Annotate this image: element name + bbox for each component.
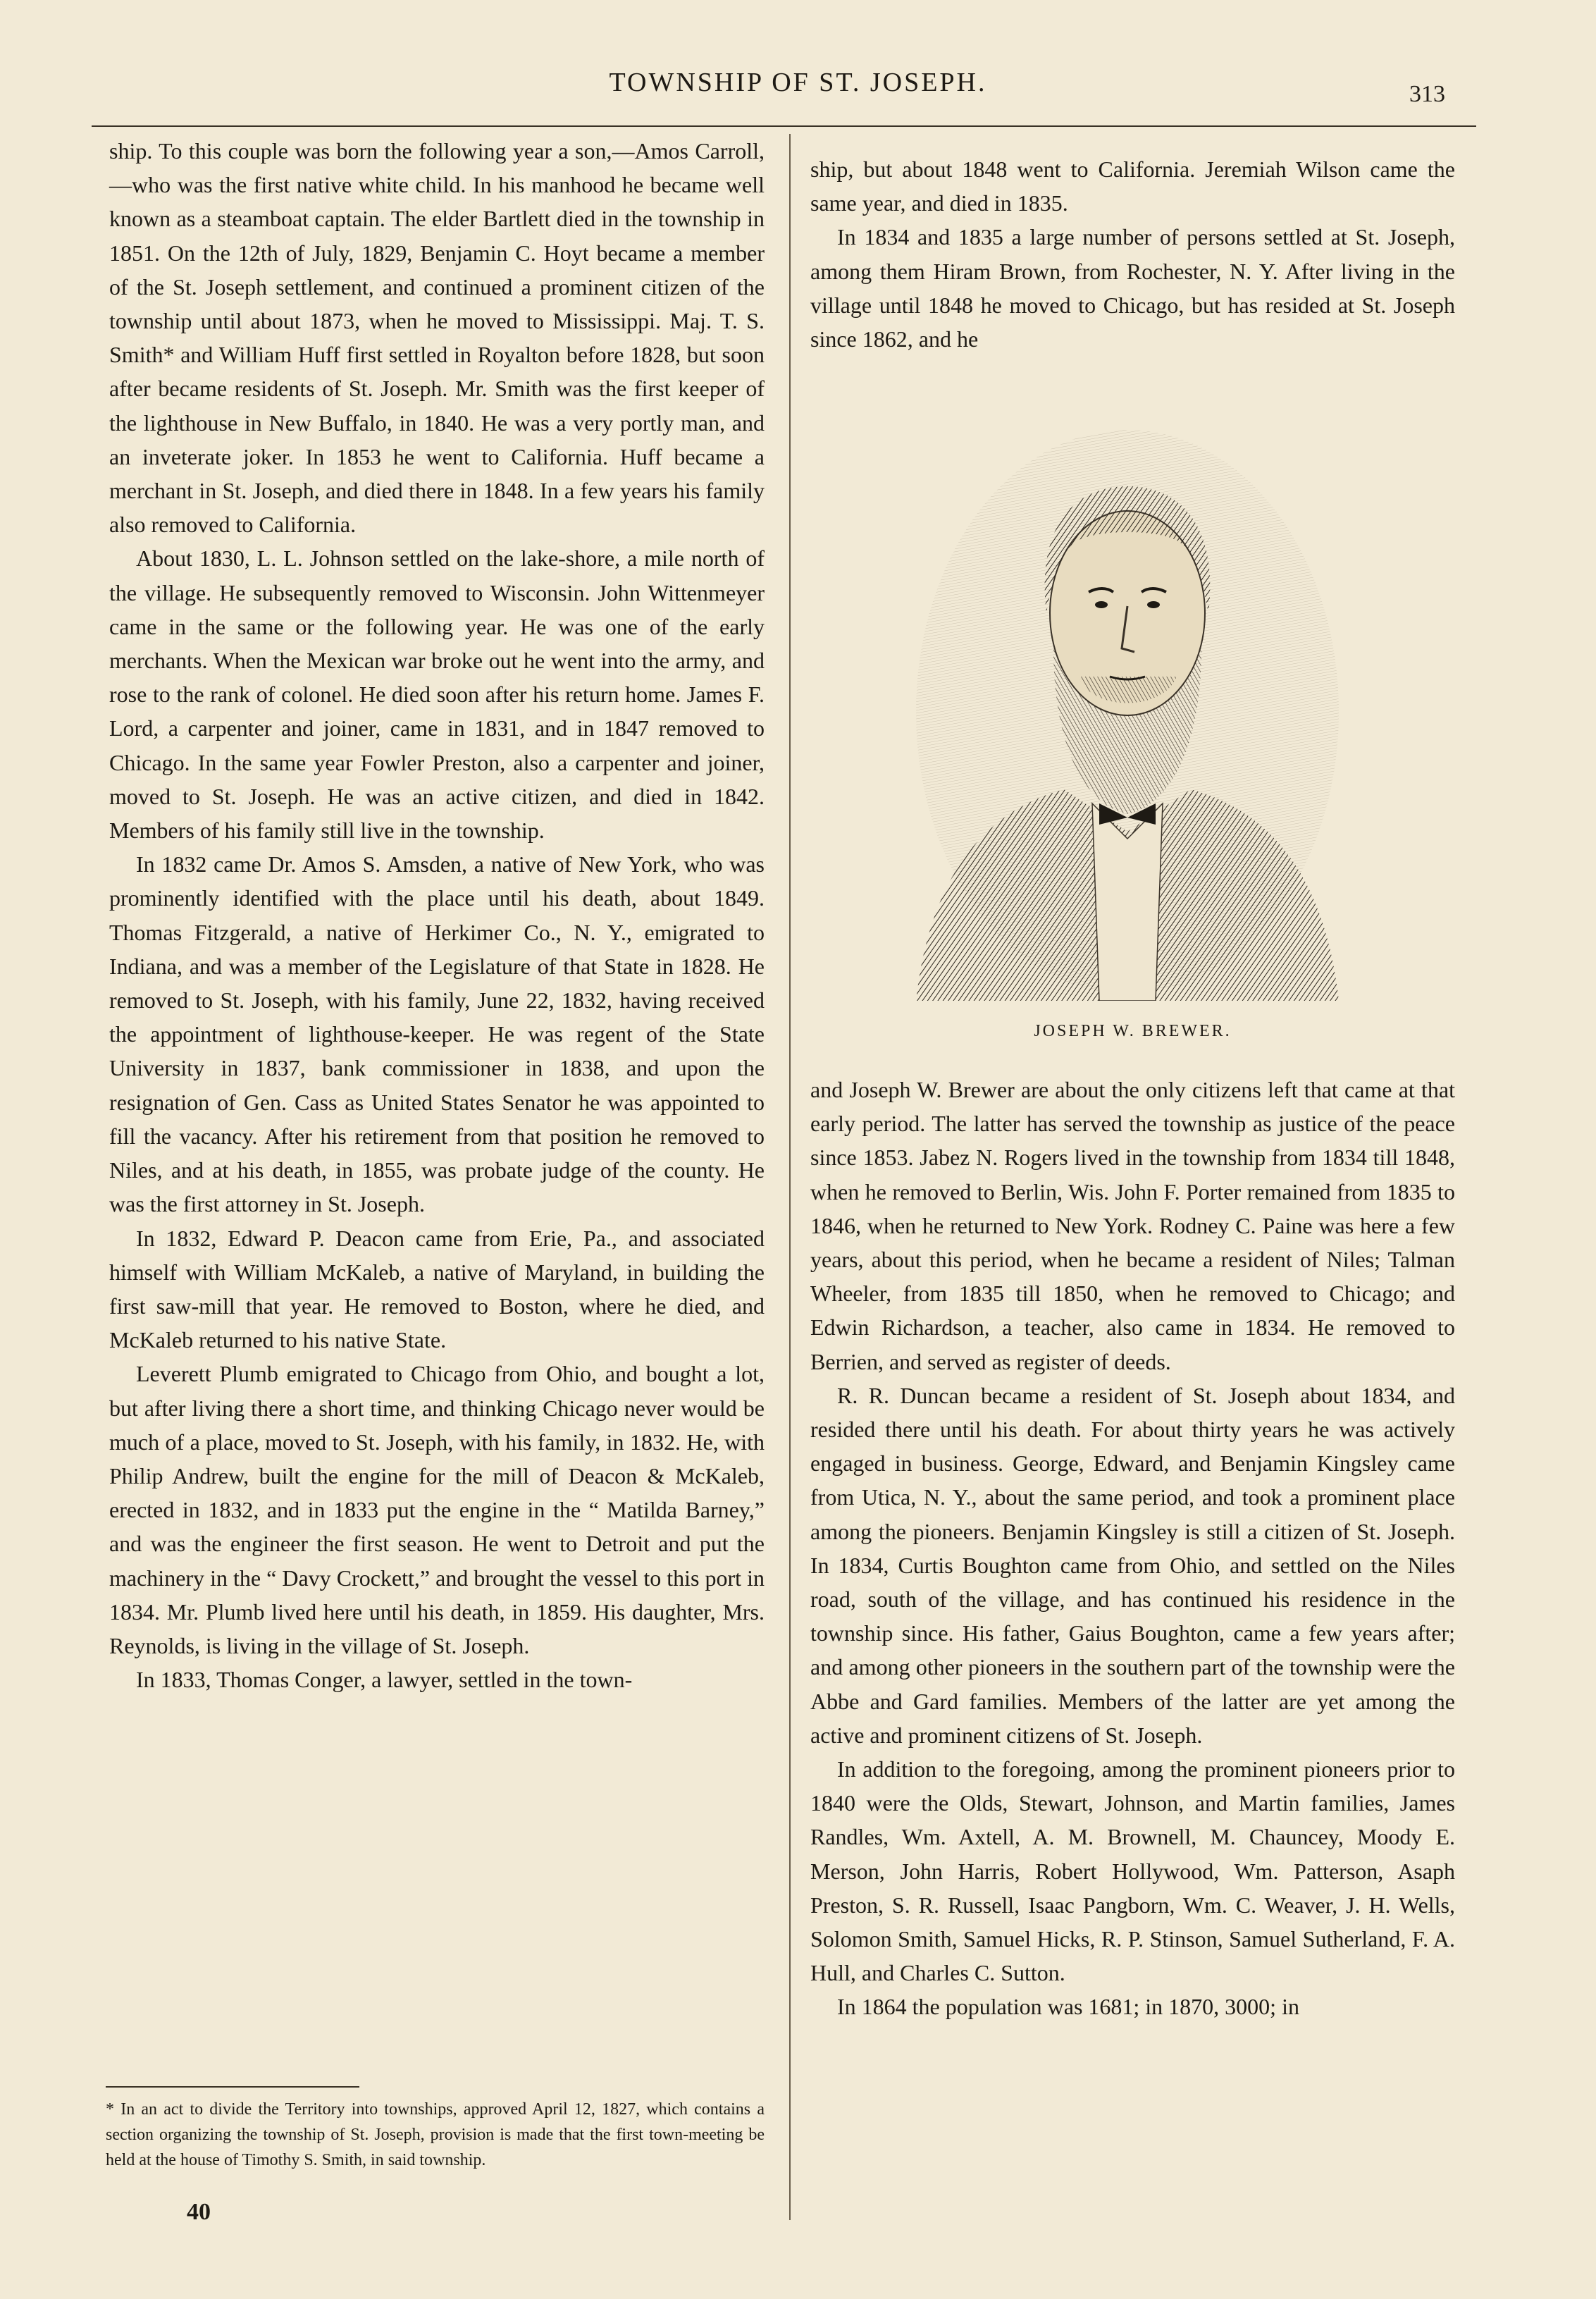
- paragraph: Leverett Plumb emigrated to Chicago from Ohio, and bought a lot, but after living there a short time, and thinking Chicago never would be much of a place, moved to St. Joseph, with his family, in 1832. He, with Philip Andrew, built the engine for the mill of Deacon & McKaleb, erected in 1832, and in 1833 put the engine in the “ Matilda Barney,” and was the engineer the first season. He went to Detroit and put the machinery in the “ Davy Crockett,” and brought the vessel to this port in 1834. Mr. Plumb lived here until his death, in 1859. His daughter, Mrs. Reynolds, is living in the village of St. Joseph.: [109, 1361, 765, 1658]
- portrait-caption: JOSEPH W. BREWER.: [1034, 1022, 1232, 1040]
- header-rule: [92, 125, 1476, 127]
- paragraph: In 1832, Edward P. Deacon came from Erie, Pa., and associated himself with William McKaleb, a native of Maryland, in building the first saw-mill that year. He removed to Boston, where he died, and McKaleb returned to his native State.: [109, 1225, 765, 1353]
- right-column-top: [810, 152, 1455, 356]
- paragraph: R. R. Duncan became a resident of St. Joseph about 1834, and resided there until his death. For about thirty years he was actively engaged in business. George, Edward, and Benjamin Kingsley came from Utica, N. Y., about the same period, and took a prominent place among the pioneers. Benjamin Kingsley is still a citizen of St. Joseph. In 1834, Curtis Boughton came from Ohio, and settled on the Niles road, south of the village, and has continued his residence in the township since. His father, Gaius Boughton, came a few years after; and among other pioneers in the southern part of the township were the Abbe and Gard families. Members of the latter are yet among the active and prominent citizens of St. Joseph.: [810, 1382, 1455, 1748]
- paragraph: and Joseph W. Brewer are about the only citizens left that came at that early period. The latter has served the township as justice of the peace since 1853. Jabez N. Rogers lived in the township from 1834 till 1848, when he removed to Berlin, Wis. John F. Porter remained from 1835 to 1846, when he returned to New York. Rodney C. Paine was here a few years, about this period, when he became a resident of Niles; Talman Wheeler, from 1835 till 1850, when he removed to Chicago; and Edwin Richardson, a teacher, also came in 1834. He removed to Berrien, and served as register of deeds.: [810, 1077, 1455, 1374]
- paragraph: In addition to the foregoing, among the prominent pioneers prior to 1840 were the Olds, Stewart, Johnson, and Martin families, James Randles, Wm. Axtell, A. M. Brownell, M. Chauncey, Moody E. Merson, John Harris, Robert Hollywood, Wm. Patterson, Asaph Preston, S. R. Russell, Isaac Pangborn, Wm. C. Weaver, J. H. Wells, Solomon Smith, Samuel Hicks, R. P. Stinson, Samuel Sutherland, F. A. Hull, and Charles C. Sutton.: [810, 1756, 1455, 1986]
- paragraph: In 1834 and 1835 a large number of persons settled at St. Joseph, among them Hiram Brown, from Rochester, N. Y. After living in the village until 1848 he moved to Chicago, but has resided at St. Joseph since 1862, and he: [810, 224, 1455, 352]
- paragraph: ship. To this couple was born the following year a son,—Amos Carroll,—who was the first native white child. In his manhood he became well known as a steamboat captain. The elder Bartlett died in the township in 1851. On the 12th of July, 1829, Benjamin C. Hoyt became a member of the St. Joseph settlement, and continued a prominent citizen of the township until about 1873, when he moved to Mississippi. Maj. T. S. Smith* and William Huff first settled in Royalton before 1828, but soon after became residents of St. Joseph. Mr. Smith was the first keeper of the lighthouse in New Buffalo, in 1840. He was a very portly man, and an inveterate joker. In 1853 he went to California. Huff became a merchant in St. Joseph, and died there in 1848. In a few years his family also removed to California.: [109, 138, 765, 538]
- paragraph: In 1832 came Dr. Amos S. Amsden, a native of New York, who was prominently identified with the place until his death, about 1849. Thomas Fitzgerald, a native of Herkimer Co., N. Y., emigrated to Indiana, and was a member of the Legislature of that State in 1828. He removed to St. Joseph, with his family, June 22, 1832, having received the appointment of lighthouse-keeper. He was regent of the State University in 1837, bank commissioner in 1838, and upon the resignation of Gen. Cass as United States Senator he was appointed to fill the vacancy. After his retirement from that position he removed to Niles, and at his death, in 1855, was probate judge of the county. He was the first attorney in St. Joseph.: [109, 851, 765, 1217]
- left-column: [109, 134, 765, 1696]
- signature-mark: 40: [187, 2199, 211, 2225]
- paragraph: In 1864 the population was 1681; in 1870, 3000; in: [837, 1994, 1299, 2020]
- paragraph: In 1833, Thomas Conger, a lawyer, settled in the town-: [136, 1667, 633, 1693]
- right-column-bottom: [810, 1073, 1455, 2024]
- paragraph: ship, but about 1848 went to California. Jeremiah Wilson came the same year, and died in 1835.: [810, 156, 1455, 216]
- footnote-rule: [106, 2086, 359, 2088]
- footnote: * In an act to divide the Territory into townships, approved April 12, 1827, which contains a section organizing the township of St. Joseph, provision is made that the first town-meeting be held at the house of Timothy S. Smith, in said township.: [106, 2100, 765, 2169]
- column-divider: [789, 134, 791, 2220]
- paragraph: About 1830, L. L. Johnson settled on the lake-shore, a mile north of the village. He subsequently removed to Wisconsin. John Wittenmeyer came in the same or the following year. He was one of the early merchants. When the Mexican war broke out he went into the army, and rose to the rank of colonel. He died soon after his return home. James F. Lord, a carpenter and joiner, came in 1831, and in 1847 removed to Chicago. In the same year Fowler Preston, also a carpenter and joiner, moved to St. Joseph. He was an active citizen, and died in 1842. Members of his family still live in the township.: [109, 546, 765, 844]
- portrait-engraving: [902, 381, 1353, 1001]
- running-head: TOWNSHIP OF ST. JOSEPH.: [609, 68, 987, 97]
- page-number: 313: [1409, 81, 1445, 107]
